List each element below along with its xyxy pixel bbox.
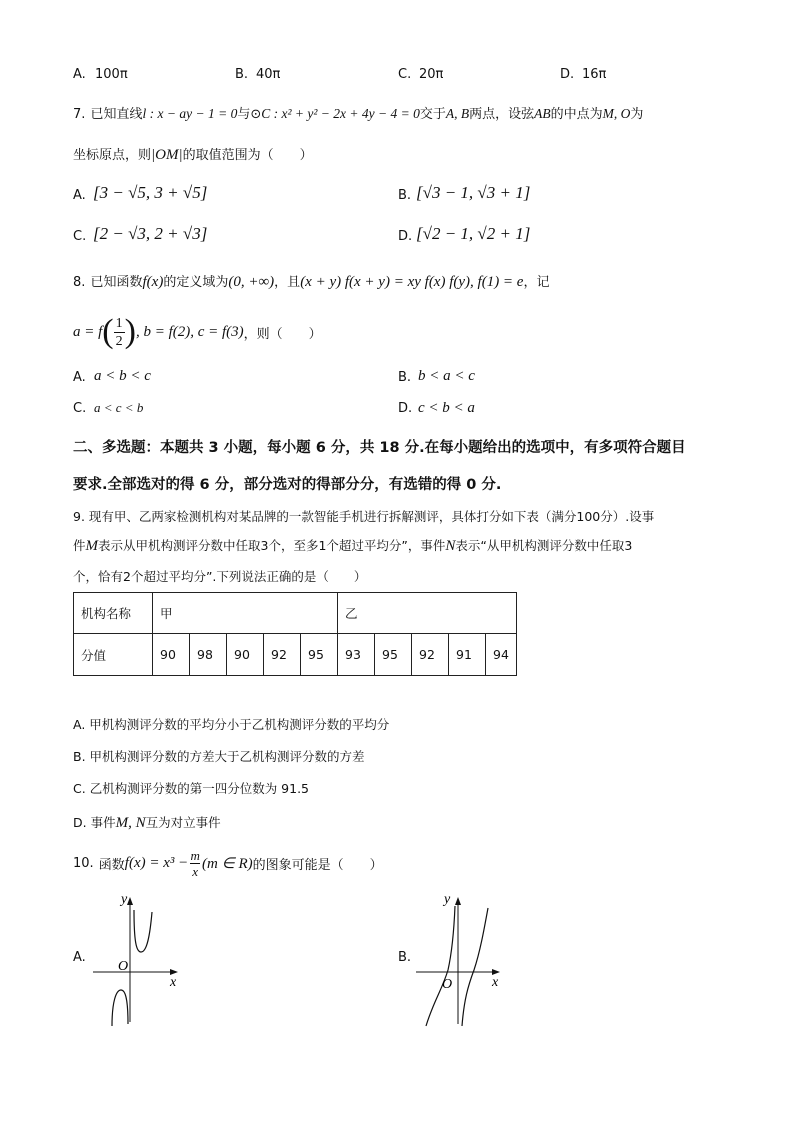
table-header-cell: 甲 — [153, 593, 338, 634]
q10-fraction — [190, 848, 200, 879]
q8-bc-def: , b = f(2), c = f(3) — [135, 323, 244, 340]
q7-option-d-text: [√2 − 1, √2 + 1] — [416, 224, 531, 243]
q8-text: 的定义域为 — [163, 275, 229, 290]
q8-text: ，则（ ） — [243, 326, 322, 342]
table-cell: 91 — [449, 634, 486, 676]
q9-stem-line1: 9. 现有甲、乙两家检测机构对某品牌的一款智能手机进行拆解测评，具体打分如下表（满分100分）.设事 — [73, 509, 655, 524]
table-cell: 90 — [153, 634, 190, 676]
y-axis-arrow — [455, 897, 461, 905]
q10-option-b-letter: B. — [398, 950, 412, 965]
origin-label: O — [442, 977, 453, 992]
q10-stem — [73, 843, 383, 883]
q6-option-d-text: 16π — [582, 67, 607, 82]
q7-text: 两点，设弦 — [469, 107, 535, 122]
q9-option-b-letter: B. — [73, 749, 86, 764]
q8-functional-equation: (x + y) f(x + y) = xy f(x) f(y), f(1) = e — [300, 274, 524, 290]
q8-number: 8. — [73, 275, 86, 290]
table-cell: 95 — [301, 634, 338, 676]
q9-stem-line2 — [73, 536, 632, 555]
curve-right-branch — [134, 910, 152, 952]
q7-text: 已知直线 — [90, 107, 143, 122]
q7-circle-equation: C : x² + y² − 2x + 4y − 4 = 0 — [261, 106, 420, 121]
section2-heading-line2: 要求.全部选对的得 6 分，部分选对的得部分分，有选错的得 0 分. — [73, 477, 502, 493]
q8-fx: f(x) — [142, 274, 164, 290]
q9-event-m: M — [85, 538, 99, 554]
q7-line-equation: l : x − ay − 1 = 0 — [142, 106, 238, 121]
q10-option-a-letter: A. — [73, 950, 86, 965]
q7-option-a-text: [3 − √5, 3 + √5] — [93, 183, 208, 202]
q7-chord: AB — [534, 106, 551, 121]
q7-option-a-letter: A. — [73, 188, 86, 203]
q9-event-n: N — [445, 538, 456, 554]
table-cell: 90 — [227, 634, 264, 676]
q10-function-eq: f(x) = x³ − — [124, 854, 189, 871]
y-label: y — [444, 892, 451, 907]
q10-text: 的图象可能是（ ） — [252, 857, 383, 873]
q6-option-b-letter: B. — [235, 67, 249, 82]
q9-option-a-text: 甲机构测评分数的平均分小于乙机构测评分数的平均分 — [89, 717, 390, 732]
q8-a-def: a = f — [73, 323, 103, 340]
origin-label: O — [118, 959, 129, 974]
q6-option-c-letter: C. — [398, 67, 412, 82]
table-row-label: 分值 — [74, 634, 153, 676]
q7-text: 与⊙ — [237, 107, 262, 122]
table-row — [74, 634, 517, 676]
q9-option-b-text: 甲机构测评分数的方差大于乙机构测评分数的方差 — [89, 749, 365, 764]
q6-option-d-letter: D. — [560, 67, 575, 82]
x-label: x — [492, 975, 499, 990]
q7-text: 为 — [630, 107, 644, 122]
q6-option-b-text: 40π — [256, 67, 281, 82]
q8-option-d-letter: D. — [398, 401, 413, 416]
q10-graph-b — [412, 890, 512, 1030]
q10-frac-den: x — [192, 863, 199, 879]
q7-option-d-letter: D. — [398, 229, 413, 244]
q6-option-c-text: 20π — [419, 67, 444, 82]
q8-text: ，且 — [274, 275, 301, 290]
q9-option-a — [73, 715, 389, 733]
q9-option-d-letter: D. — [73, 815, 87, 830]
q10-graph-a — [88, 890, 188, 1030]
q8-frac-den: 2 — [115, 333, 123, 349]
q10-number: 10. — [73, 855, 94, 871]
q7-stem-line1 — [73, 103, 643, 122]
q8-option-c-text: a < c < b — [94, 400, 144, 415]
q8-option-b-letter: B. — [398, 370, 412, 385]
q9-option-d-text: 事件 — [90, 815, 116, 830]
q6-option-a-letter: A. — [73, 67, 86, 82]
table-header-cell: 乙 — [338, 593, 517, 634]
q7-option-c-text: [2 − √3, 2 + √3] — [93, 224, 208, 243]
q9-option-a-letter: A. — [73, 717, 86, 732]
q8-right-paren: ) — [124, 313, 136, 350]
q8-stem-line2 — [73, 311, 322, 353]
q10-frac-num: m — [190, 847, 200, 863]
table-cell: 95 — [375, 634, 412, 676]
q7-text: 的取值范围为（ ） — [182, 148, 313, 163]
curve-right-branch — [462, 908, 488, 1026]
y-label: y — [121, 892, 128, 907]
q8-option-a-letter: A. — [73, 370, 86, 385]
q10-text: 函数 — [98, 857, 125, 873]
curve-left-branch — [112, 990, 128, 1026]
q8-option-a-text: a < b < c — [94, 368, 151, 384]
section2-heading-line1: 二、多选题：本题共 3 小题，每小题 6 分，共 18 分.在每小题给出的选项中，有多项符合题目 — [73, 440, 686, 456]
q9-text: 表示“从甲机构测评分数中任取3 — [455, 538, 633, 553]
q9-text: 表示从甲机构测评分数中任取3个，至多1个超过平均分”，事件 — [98, 538, 446, 553]
q9-option-c — [73, 779, 309, 797]
q9-option-d — [73, 813, 221, 832]
x-label: x — [170, 975, 177, 990]
table-cell: 94 — [486, 634, 517, 676]
q7-number: 7. — [73, 107, 86, 122]
q7-option-c-letter: C. — [73, 229, 87, 244]
table-cell: 93 — [338, 634, 375, 676]
q9-stem-line3: 个，恰有2个超过平均分”.下列说法正确的是（ ） — [73, 569, 367, 584]
q8-option-d-text: c < b < a — [418, 400, 475, 416]
q7-text: 的中点为 — [550, 107, 603, 122]
q8-left-paren: ( — [102, 313, 114, 350]
q8-option-b-text: b < a < c — [418, 368, 475, 384]
q7-points: A, B — [445, 106, 470, 121]
q7-stem-line2 — [73, 144, 313, 164]
q9-option-d-text2: 互为对立事件 — [145, 815, 221, 830]
q10-param-domain: (m ∈ R) — [202, 855, 253, 872]
q9-option-d-math: M, N — [115, 815, 146, 831]
table-cell: 92 — [412, 634, 449, 676]
curve-left-branch — [426, 906, 455, 1026]
q6-option-a-text: 100π — [95, 67, 128, 82]
table-cell: 92 — [264, 634, 301, 676]
q8-fraction — [114, 315, 125, 350]
q7-text: 交于 — [419, 107, 446, 122]
q7-text: 坐标原点，则 — [73, 148, 152, 163]
q7-om-abs: |OM| — [151, 147, 183, 163]
q9-score-table — [73, 592, 517, 676]
q7-option-b-text: [√3 − 1, √3 + 1] — [416, 183, 531, 202]
q8-stem-line1 — [73, 271, 549, 291]
table-cell: 98 — [190, 634, 227, 676]
q9-text: 件 — [73, 538, 86, 553]
q9-option-c-letter: C. — [73, 781, 86, 796]
q7-option-b-letter: B. — [398, 188, 412, 203]
q8-option-c-letter: C. — [73, 401, 87, 416]
table-header-row — [74, 593, 517, 634]
q8-domain: (0, +∞) — [228, 274, 275, 290]
q8-text: 已知函数 — [90, 275, 143, 290]
q9-option-c-text: 乙机构测评分数的第一四分位数为 91.5 — [89, 781, 309, 796]
y-axis-arrow — [127, 897, 133, 905]
q8-frac-num: 1 — [115, 315, 123, 331]
q7-midpoint-origin: M, O — [602, 106, 631, 121]
table-header-cell: 机构名称 — [74, 593, 153, 634]
q8-text: ，记 — [523, 275, 550, 290]
q9-option-b — [73, 747, 365, 765]
